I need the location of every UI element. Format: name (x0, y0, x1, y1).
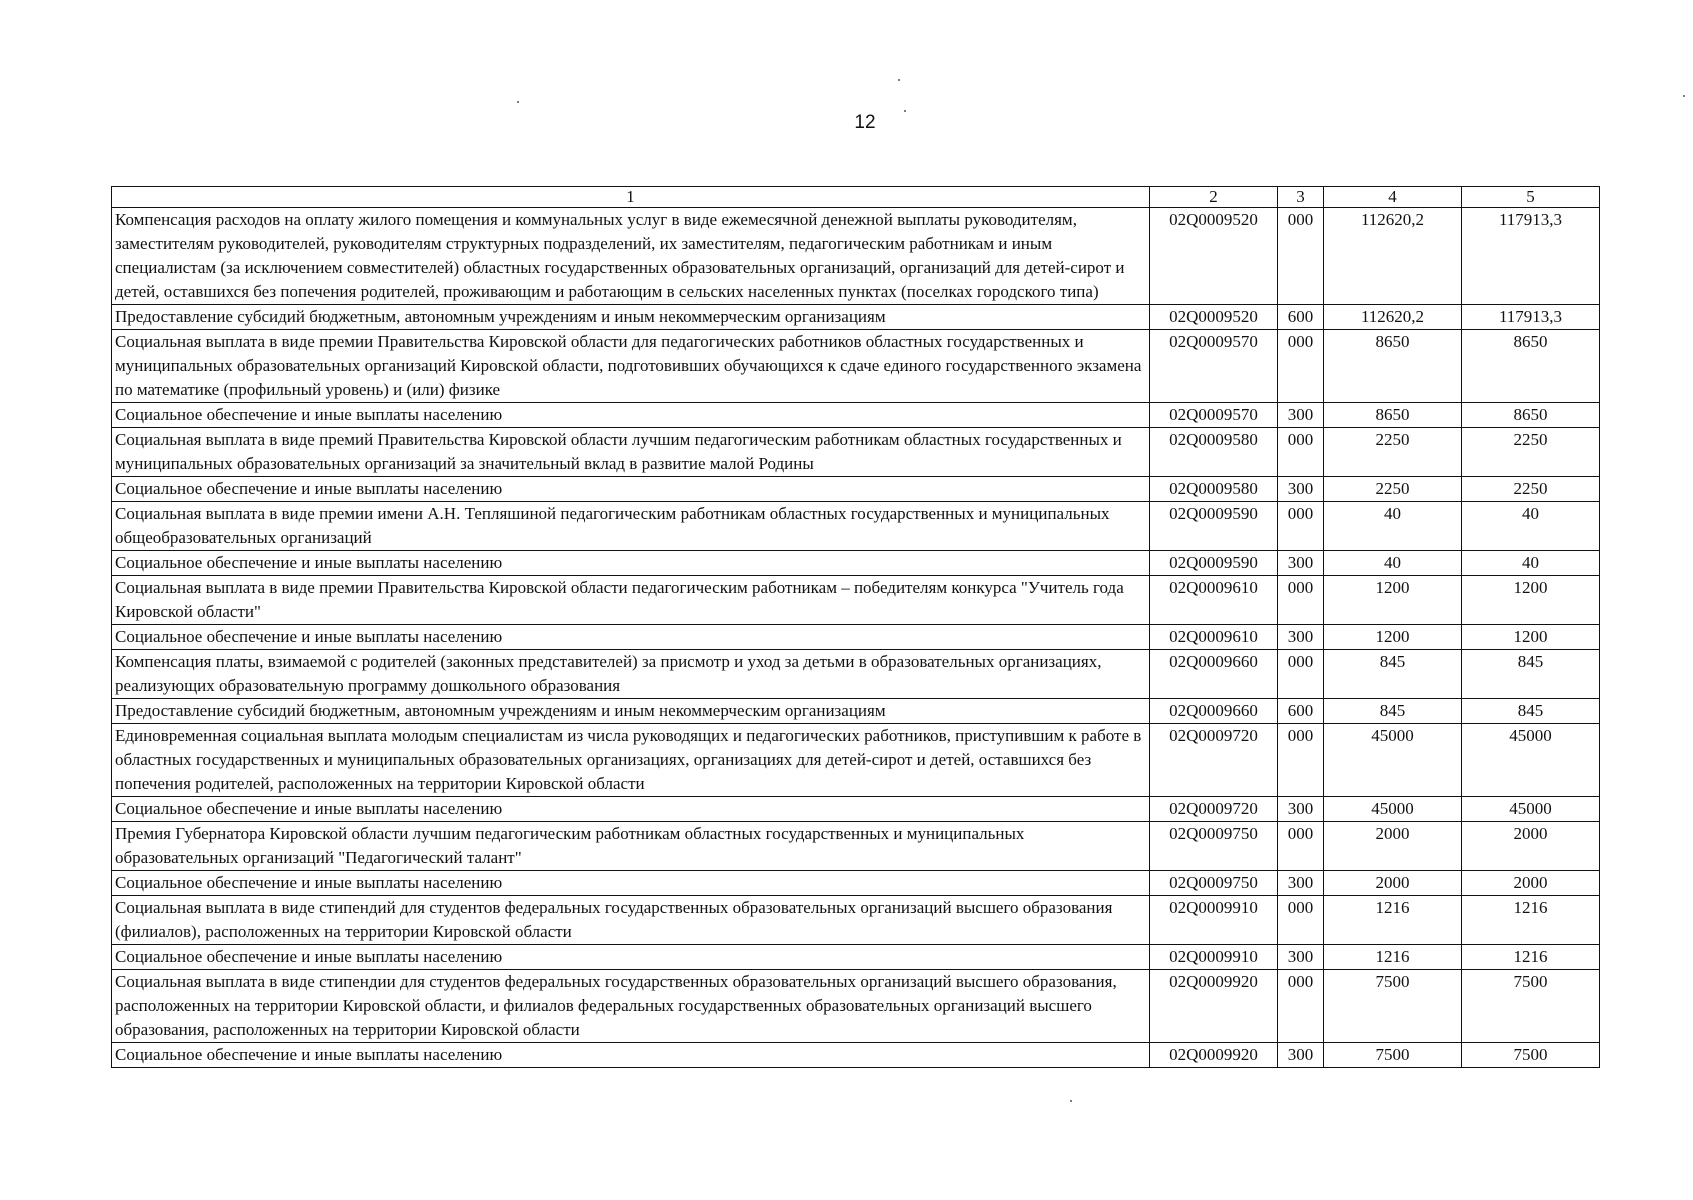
row-code-cell: 02Q0009750 (1150, 871, 1278, 896)
table-row (112, 208, 1600, 305)
table-row (112, 625, 1600, 650)
row-value-2023-cell: 112620,2 (1324, 305, 1462, 330)
table-row (112, 797, 1600, 822)
header-col-4: 4 (1324, 187, 1462, 208)
row-name-cell: Предоставление субсидий бюджетным, автономным учреждениям и иным некоммерческим организациям (112, 699, 1150, 724)
row-value-2024-cell: 45000 (1462, 797, 1600, 822)
row-name-cell: Предоставление субсидий бюджетным, автономным учреждениям и иным некоммерческим организациям (112, 305, 1150, 330)
row-vr-cell: 000 (1278, 896, 1324, 945)
row-vr-cell: 000 (1278, 428, 1324, 477)
row-value-2024-cell: 7500 (1462, 970, 1600, 1043)
row-code-cell: 02Q0009920 (1150, 970, 1278, 1043)
row-value-2023-cell: 2250 (1324, 477, 1462, 502)
row-code-cell: 02Q0009610 (1150, 576, 1278, 625)
row-value-2023-cell: 2250 (1324, 428, 1462, 477)
row-code-cell: 02Q0009910 (1150, 896, 1278, 945)
row-code-cell: 02Q0009910 (1150, 945, 1278, 970)
row-value-2023-cell: 1200 (1324, 576, 1462, 625)
scan-speck (1070, 1100, 1072, 1102)
row-name-cell: Социальное обеспечение и иные выплаты населению (112, 477, 1150, 502)
row-name-cell: Компенсация платы, взимаемой с родителей (законных представителей) за присмотр и уход за детьми в образовательных организациях, реализующих образовательную программу дошкольного образования (112, 650, 1150, 699)
row-value-2024-cell: 8650 (1462, 330, 1600, 403)
row-value-2023-cell: 845 (1324, 650, 1462, 699)
row-value-2024-cell: 845 (1462, 650, 1600, 699)
header-col-3: 3 (1278, 187, 1324, 208)
row-value-2024-cell: 7500 (1462, 1043, 1600, 1068)
row-vr-cell: 300 (1278, 871, 1324, 896)
row-vr-cell: 000 (1278, 576, 1324, 625)
table-row (112, 330, 1600, 403)
row-vr-cell: 600 (1278, 699, 1324, 724)
row-value-2024-cell: 2250 (1462, 428, 1600, 477)
table-body (112, 208, 1600, 1068)
row-code-cell: 02Q0009720 (1150, 724, 1278, 797)
row-value-2024-cell: 117913,3 (1462, 208, 1600, 305)
table-header-row (112, 187, 1600, 208)
row-code-cell: 02Q0009660 (1150, 650, 1278, 699)
row-value-2024-cell: 8650 (1462, 403, 1600, 428)
row-vr-cell: 000 (1278, 650, 1324, 699)
row-code-cell: 02Q0009920 (1150, 1043, 1278, 1068)
row-code-cell: 02Q0009660 (1150, 699, 1278, 724)
row-vr-cell: 300 (1278, 551, 1324, 576)
row-vr-cell: 000 (1278, 724, 1324, 797)
row-vr-cell: 300 (1278, 1043, 1324, 1068)
row-name-cell: Социальное обеспечение и иные выплаты населению (112, 1043, 1150, 1068)
header-col-1: 1 (112, 187, 1150, 208)
row-value-2023-cell: 1216 (1324, 896, 1462, 945)
page-number: 12 (854, 112, 876, 133)
row-name-cell: Социальная выплата в виде премии имени А.Н. Тепляшиной педагогическим работникам областных государственных и муниципальных общеобразовательных организаций (112, 502, 1150, 551)
row-name-cell: Социальная выплата в виде премии Правительства Кировской области для педагогических работников областных государственных и муниципальных образовательных организаций Кировской области, подготовивших обучающихся к сдаче единого государственного экзамена по математике (профильный уровень) и (или) физике (112, 330, 1150, 403)
row-code-cell: 02Q0009610 (1150, 625, 1278, 650)
row-code-cell: 02Q0009590 (1150, 502, 1278, 551)
table-row (112, 896, 1600, 945)
row-code-cell: 02Q0009580 (1150, 428, 1278, 477)
row-name-cell: Компенсация расходов на оплату жилого помещения и коммунальных услуг в виде ежемесячной денежной выплаты руководителям, заместителям руководителей, руководителям структурных подразделений, их заместителям, педагогическим работникам и иным специалистам (за исключением совместителей) областных государственных образовательных организаций, организаций для детей-сирот и детей, оставшихся без попечения родителей, проживающим и работающим в сельских населенных пунктах (поселках городского типа) (112, 208, 1150, 305)
row-code-cell: 02Q0009720 (1150, 797, 1278, 822)
table-row (112, 970, 1600, 1043)
row-vr-cell: 600 (1278, 305, 1324, 330)
scan-speck (517, 101, 519, 103)
row-vr-cell: 300 (1278, 403, 1324, 428)
row-value-2023-cell: 845 (1324, 699, 1462, 724)
row-code-cell: 02Q0009580 (1150, 477, 1278, 502)
row-code-cell: 02Q0009520 (1150, 208, 1278, 305)
row-value-2024-cell: 1216 (1462, 945, 1600, 970)
row-vr-cell: 000 (1278, 330, 1324, 403)
row-value-2023-cell: 40 (1324, 551, 1462, 576)
row-value-2023-cell: 8650 (1324, 403, 1462, 428)
row-name-cell: Премия Губернатора Кировской области лучшим педагогическим работникам областных государственных и муниципальных образовательных организаций "Педагогический талант" (112, 822, 1150, 871)
table-row (112, 699, 1600, 724)
row-value-2023-cell: 112620,2 (1324, 208, 1462, 305)
row-value-2023-cell: 7500 (1324, 1043, 1462, 1068)
table-row (112, 1043, 1600, 1068)
row-code-cell: 02Q0009750 (1150, 822, 1278, 871)
row-value-2024-cell: 2000 (1462, 871, 1600, 896)
table-row (112, 428, 1600, 477)
row-vr-cell: 300 (1278, 477, 1324, 502)
table-row (112, 305, 1600, 330)
row-vr-cell: 300 (1278, 797, 1324, 822)
row-value-2024-cell: 45000 (1462, 724, 1600, 797)
table-row (112, 871, 1600, 896)
row-name-cell: Социальное обеспечение и иные выплаты населению (112, 871, 1150, 896)
scan-speck (1683, 95, 1685, 97)
row-value-2024-cell: 1200 (1462, 625, 1600, 650)
table-row (112, 650, 1600, 699)
row-name-cell: Социальная выплата в виде стипендий для студентов федеральных государственных образовательных организаций высшего образования (филиалов), расположенных на территории Кировской области (112, 896, 1150, 945)
table-row (112, 403, 1600, 428)
row-value-2024-cell: 1200 (1462, 576, 1600, 625)
row-value-2024-cell: 2000 (1462, 822, 1600, 871)
row-value-2023-cell: 45000 (1324, 724, 1462, 797)
row-vr-cell: 300 (1278, 945, 1324, 970)
row-name-cell: Социальное обеспечение и иные выплаты населению (112, 797, 1150, 822)
row-name-cell: Социальное обеспечение и иные выплаты населению (112, 551, 1150, 576)
scan-speck (898, 79, 900, 81)
row-name-cell: Социальное обеспечение и иные выплаты населению (112, 945, 1150, 970)
row-value-2023-cell: 1200 (1324, 625, 1462, 650)
header-col-2: 2 (1150, 187, 1278, 208)
row-value-2024-cell: 845 (1462, 699, 1600, 724)
row-value-2024-cell: 2250 (1462, 477, 1600, 502)
row-value-2023-cell: 45000 (1324, 797, 1462, 822)
table-row (112, 551, 1600, 576)
row-vr-cell: 000 (1278, 970, 1324, 1043)
header-col-5: 5 (1462, 187, 1600, 208)
budget-table (111, 186, 1600, 1068)
table-row (112, 576, 1600, 625)
row-code-cell: 02Q0009570 (1150, 403, 1278, 428)
row-value-2024-cell: 1216 (1462, 896, 1600, 945)
row-value-2023-cell: 8650 (1324, 330, 1462, 403)
row-value-2024-cell: 40 (1462, 551, 1600, 576)
row-vr-cell: 000 (1278, 822, 1324, 871)
row-value-2023-cell: 40 (1324, 502, 1462, 551)
row-vr-cell: 300 (1278, 625, 1324, 650)
row-vr-cell: 000 (1278, 502, 1324, 551)
row-value-2023-cell: 7500 (1324, 970, 1462, 1043)
table-row (112, 724, 1600, 797)
table-row (112, 945, 1600, 970)
row-value-2023-cell: 1216 (1324, 945, 1462, 970)
table-row (112, 822, 1600, 871)
row-code-cell: 02Q0009520 (1150, 305, 1278, 330)
row-value-2023-cell: 2000 (1324, 871, 1462, 896)
table-row (112, 477, 1600, 502)
row-code-cell: 02Q0009570 (1150, 330, 1278, 403)
row-value-2024-cell: 117913,3 (1462, 305, 1600, 330)
row-name-cell: Социальное обеспечение и иные выплаты населению (112, 403, 1150, 428)
row-name-cell: Социальная выплата в виде стипендии для студентов федеральных государственных образовательных организаций высшего образования, расположенных на территории Кировской области, и филиалов федеральных государственных образовательных организаций высшего образования, расположенных на территории Кировской области (112, 970, 1150, 1043)
row-value-2023-cell: 2000 (1324, 822, 1462, 871)
row-vr-cell: 000 (1278, 208, 1324, 305)
row-name-cell: Социальная выплата в виде премий Правительства Кировской области лучшим педагогическим работникам областных государственных и муниципальных образовательных организаций за значительный вклад в развитие малой Родины (112, 428, 1150, 477)
row-name-cell: Социальная выплата в виде премии Правительства Кировской области педагогическим работникам – победителям конкурса "Учитель года Кировской области" (112, 576, 1150, 625)
table-row (112, 502, 1600, 551)
row-code-cell: 02Q0009590 (1150, 551, 1278, 576)
row-name-cell: Социальное обеспечение и иные выплаты населению (112, 625, 1150, 650)
row-value-2024-cell: 40 (1462, 502, 1600, 551)
row-name-cell: Единовременная социальная выплата молодым специалистам из числа руководящих и педагогических работников, приступившим к работе в областных государственных и муниципальных образовательных организациях, организациях для детей-сирот и детей, оставшихся без попечения родителей, расположенных на территории Кировской области (112, 724, 1150, 797)
